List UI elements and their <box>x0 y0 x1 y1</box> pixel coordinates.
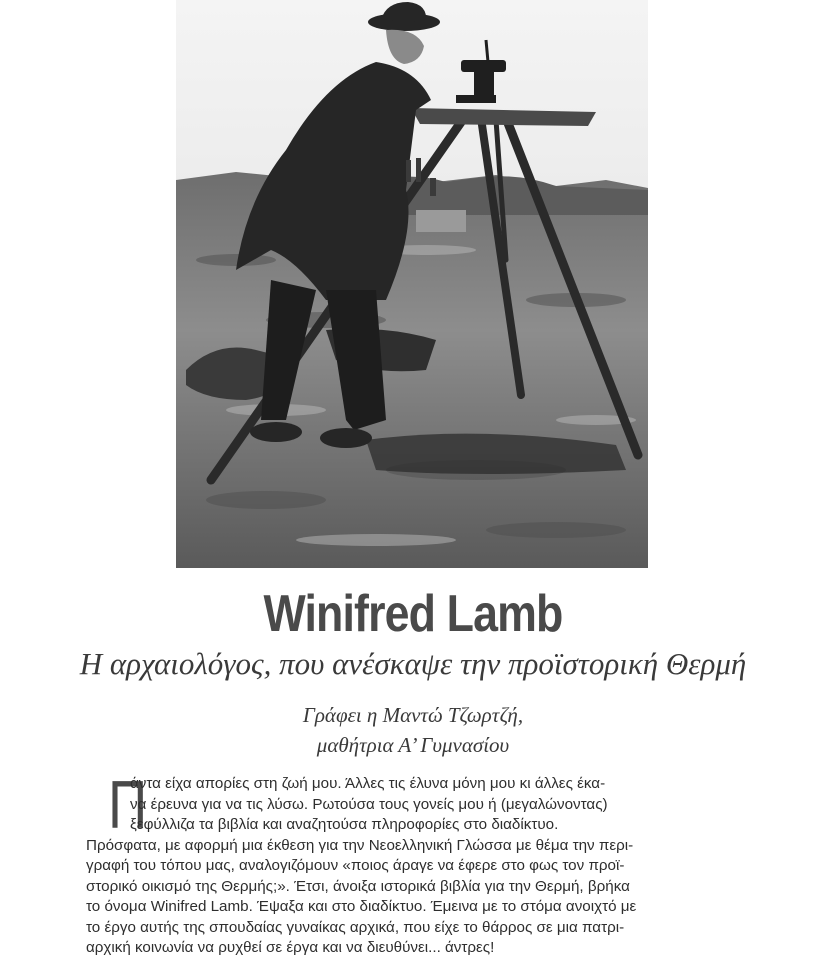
body-line: γραφή του τόπου μας, αναλογιζόμουν «ποιος άραγε να έφερε στο φως τον προϊ- <box>86 857 625 874</box>
body-line: Πρόσφατα, με αφορμή μια έκθεση για την Νεοελληνική Γλώσσα με θέμα την περι- <box>86 836 634 854</box>
body-line: άντα είχα απορίες στη ζωή μου. Άλλες τις έλυνα μόνη μου κι άλλες έκα- <box>130 775 606 792</box>
article-title: Winifred Lamb <box>263 585 563 643</box>
body-line: αρχική κοινωνία να ρυχθεί σε έργα και να διευθύνει... άντρες! <box>86 939 495 956</box>
body-line: ξεφύλλιζα τα βιβλία και αναζητούσα πληροφορίες στο διαδίκτυο. <box>130 816 559 833</box>
archaeologist-photo-icon <box>176 0 648 568</box>
article-body <box>86 767 742 959</box>
byline-role: μαθήτρια Α’ Γυμνασίου <box>316 733 510 757</box>
article-photo <box>176 0 648 568</box>
article-byline <box>0 700 826 760</box>
body-line: στορικό οικισμό της Θερμής;». Έτσι, άνοιξα ιστορικά βιβλία για την Θερμή, βρήκα <box>86 877 630 895</box>
byline-author: Γράφει η Μαντώ Τζωρτζή, <box>302 703 524 727</box>
drop-cap: Π <box>108 767 148 843</box>
body-line: το έργο αυτής της σπουδαίας γυναίκας αρχικά, που είχε το θάρρος σε μια πατρι- <box>86 918 625 936</box>
article-subtitle: Η αρχαιολόγος, που ανέσκαψε την προϊστορική Θερμή <box>79 646 747 681</box>
body-line: να έρευνα για να τις λύσω. Ρωτούσα τους γονείς μου ή (μεγαλώνοντας) <box>130 795 608 813</box>
body-line: το όνομα Winifred Lamb. Έψαξα και στο διαδίκτυο. Έμεινα με το στόμα ανοιχτό με <box>86 898 637 915</box>
